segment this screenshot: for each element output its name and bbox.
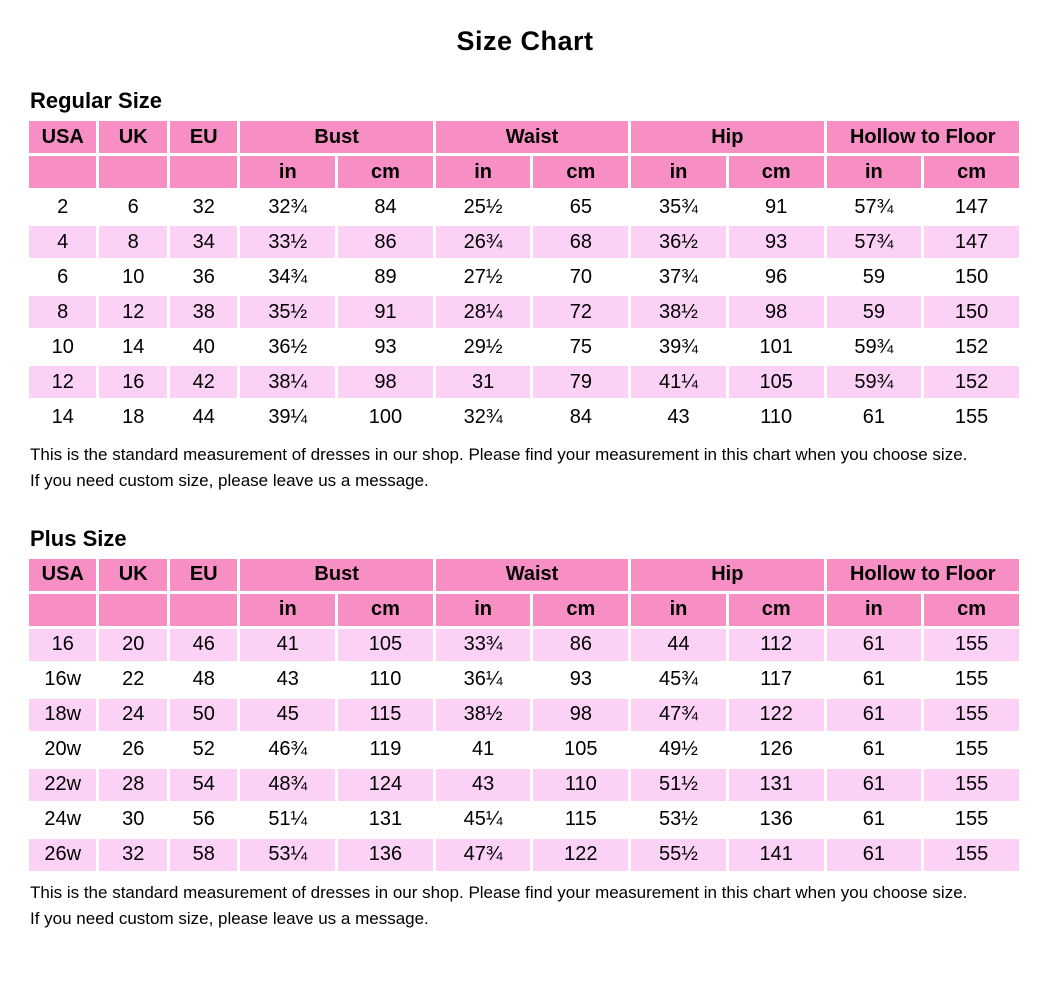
unit-header-bust-cm: cm — [338, 156, 433, 188]
table-cell: 93 — [729, 226, 824, 258]
table-cell: 61 — [827, 401, 922, 433]
table-cell: 61 — [827, 664, 922, 696]
table-cell: 110 — [533, 769, 628, 801]
table-cell: 41 — [436, 734, 531, 766]
unit-header-bust-cm: cm — [338, 594, 433, 626]
table-cell: 36½ — [631, 226, 726, 258]
table-cell: 58 — [170, 839, 237, 871]
unit-header-blank — [170, 594, 237, 626]
table-cell: 155 — [924, 664, 1019, 696]
note-line: This is the standard measurement of dresses in our shop. Please find your measurement in this chart when you choose size. — [30, 882, 968, 902]
table-cell: 16 — [99, 366, 166, 398]
table-cell: 93 — [338, 331, 433, 363]
table-cell: 22 — [99, 664, 166, 696]
unit-header-blank — [29, 594, 96, 626]
table-cell: 155 — [924, 699, 1019, 731]
table-cell: 35½ — [240, 296, 335, 328]
table-row — [29, 839, 1019, 871]
unit-header-htf-cm: cm — [924, 156, 1019, 188]
table-cell: 117 — [729, 664, 824, 696]
table-cell: 61 — [827, 804, 922, 836]
table-cell: 30 — [99, 804, 166, 836]
table-cell: 36 — [170, 261, 237, 293]
table-cell: 43 — [631, 401, 726, 433]
group-header-row — [29, 121, 1019, 153]
table-cell: 31 — [436, 366, 531, 398]
table-cell: 91 — [338, 296, 433, 328]
table-cell: 55½ — [631, 839, 726, 871]
table-cell: 93 — [533, 664, 628, 696]
table-cell: 14 — [29, 401, 96, 433]
table-cell: 59¾ — [827, 366, 922, 398]
col-header-hip: Hip — [631, 121, 823, 153]
table-cell: 51¼ — [240, 804, 335, 836]
table-cell: 100 — [338, 401, 433, 433]
table-cell: 79 — [533, 366, 628, 398]
unit-header-waist-in: in — [436, 156, 531, 188]
table-cell: 115 — [338, 699, 433, 731]
page-title: Size Chart — [456, 26, 594, 56]
table-cell: 32¾ — [240, 191, 335, 223]
table-cell: 20w — [29, 734, 96, 766]
table-cell: 2 — [29, 191, 96, 223]
table-cell: 122 — [533, 839, 628, 871]
unit-header-row — [29, 594, 1019, 626]
unit-header-blank — [29, 156, 96, 188]
table-row — [29, 331, 1019, 363]
table-cell: 16 — [29, 629, 96, 661]
unit-header-blank — [99, 594, 166, 626]
table-cell: 101 — [729, 331, 824, 363]
table-cell: 38¼ — [240, 366, 335, 398]
table-cell: 43 — [240, 664, 335, 696]
col-header-uk: UK — [99, 121, 166, 153]
table-row — [29, 296, 1019, 328]
table-cell: 36½ — [240, 331, 335, 363]
plus-size-table — [26, 556, 1022, 874]
table-cell: 61 — [827, 629, 922, 661]
note-line: If you need custom size, please leave us a message. — [30, 471, 429, 491]
unit-header-blank — [170, 156, 237, 188]
table-cell: 12 — [99, 296, 166, 328]
table-cell: 24 — [99, 699, 166, 731]
table-cell: 136 — [338, 839, 433, 871]
table-cell: 86 — [338, 226, 433, 258]
table-cell: 29½ — [436, 331, 531, 363]
table-cell: 36¼ — [436, 664, 531, 696]
table-cell: 61 — [827, 734, 922, 766]
table-cell: 50 — [170, 699, 237, 731]
table-cell: 26¾ — [436, 226, 531, 258]
col-header-bust: Bust — [240, 121, 432, 153]
table-cell: 43 — [436, 769, 531, 801]
table-cell: 46 — [170, 629, 237, 661]
table-row — [29, 699, 1019, 731]
unit-header-waist-cm: cm — [533, 156, 628, 188]
table-cell: 126 — [729, 734, 824, 766]
table-cell: 110 — [729, 401, 824, 433]
col-header-eu: EU — [170, 121, 237, 153]
table-cell: 38 — [170, 296, 237, 328]
table-cell: 34¾ — [240, 261, 335, 293]
regular-size-table-body — [29, 191, 1019, 433]
table-cell: 38½ — [631, 296, 726, 328]
table-row — [29, 769, 1019, 801]
unit-header-waist-in: in — [436, 594, 531, 626]
table-cell: 28 — [99, 769, 166, 801]
table-cell: 10 — [29, 331, 96, 363]
table-cell: 112 — [729, 629, 824, 661]
plus-size-note — [30, 880, 1050, 933]
table-cell: 98 — [533, 699, 628, 731]
table-cell: 65 — [533, 191, 628, 223]
col-header-hip: Hip — [631, 559, 823, 591]
unit-header-htf-in: in — [827, 594, 922, 626]
col-header-bust: Bust — [240, 559, 432, 591]
unit-header-hip-cm: cm — [729, 594, 824, 626]
col-header-waist: Waist — [436, 121, 628, 153]
col-header-usa: USA — [29, 121, 96, 153]
table-cell: 28¼ — [436, 296, 531, 328]
table-cell: 56 — [170, 804, 237, 836]
table-cell: 59 — [827, 296, 922, 328]
table-cell: 33½ — [240, 226, 335, 258]
table-cell: 39¼ — [240, 401, 335, 433]
table-cell: 45 — [240, 699, 335, 731]
col-header-hollow-to-floor: Hollow to Floor — [827, 559, 1019, 591]
table-cell: 48¾ — [240, 769, 335, 801]
table-cell: 45¾ — [631, 664, 726, 696]
table-cell: 45¼ — [436, 804, 531, 836]
table-cell: 35¾ — [631, 191, 726, 223]
table-row — [29, 629, 1019, 661]
table-row — [29, 261, 1019, 293]
table-cell: 8 — [99, 226, 166, 258]
col-header-waist: Waist — [436, 559, 628, 591]
table-cell: 152 — [924, 331, 1019, 363]
group-header-row — [29, 559, 1019, 591]
table-cell: 54 — [170, 769, 237, 801]
table-cell: 84 — [338, 191, 433, 223]
table-cell: 47¾ — [436, 839, 531, 871]
table-row — [29, 191, 1019, 223]
table-cell: 98 — [338, 366, 433, 398]
table-cell: 22w — [29, 769, 96, 801]
table-cell: 86 — [533, 629, 628, 661]
unit-header-hip-in: in — [631, 594, 726, 626]
note-line: This is the standard measurement of dresses in our shop. Please find your measurement in this chart when you choose size. — [30, 445, 968, 464]
table-cell: 150 — [924, 296, 1019, 328]
table-cell: 53½ — [631, 804, 726, 836]
table-row — [29, 804, 1019, 836]
table-cell: 57¾ — [827, 191, 922, 223]
unit-header-hip-cm: cm — [729, 156, 824, 188]
table-cell: 18w — [29, 699, 96, 731]
table-cell: 25½ — [436, 191, 531, 223]
table-cell: 136 — [729, 804, 824, 836]
table-cell: 20 — [99, 629, 166, 661]
col-header-uk: UK — [99, 559, 166, 591]
unit-header-bust-in: in — [240, 156, 335, 188]
table-cell: 39¾ — [631, 331, 726, 363]
table-cell: 155 — [924, 769, 1019, 801]
table-row — [29, 664, 1019, 696]
table-cell: 75 — [533, 331, 628, 363]
table-cell: 26w — [29, 839, 96, 871]
table-cell: 150 — [924, 261, 1019, 293]
table-cell: 152 — [924, 366, 1019, 398]
plus-size-heading: Plus Size — [30, 525, 127, 551]
table-cell: 119 — [338, 734, 433, 766]
table-cell: 47¾ — [631, 699, 726, 731]
table-cell: 155 — [924, 734, 1019, 766]
regular-size-note — [30, 442, 1050, 495]
table-cell: 37¾ — [631, 261, 726, 293]
table-cell: 18 — [99, 401, 166, 433]
table-cell: 10 — [99, 261, 166, 293]
table-cell: 6 — [29, 261, 96, 293]
table-cell: 155 — [924, 804, 1019, 836]
table-cell: 49½ — [631, 734, 726, 766]
table-cell: 57¾ — [827, 226, 922, 258]
regular-size-heading: Regular Size — [30, 88, 163, 113]
table-cell: 91 — [729, 191, 824, 223]
table-cell: 41 — [240, 629, 335, 661]
plus-size-section — [0, 526, 1050, 933]
table-cell: 110 — [338, 664, 433, 696]
table-cell: 147 — [924, 191, 1019, 223]
table-cell: 48 — [170, 664, 237, 696]
table-cell: 84 — [533, 401, 628, 433]
table-cell: 32 — [170, 191, 237, 223]
table-cell: 131 — [338, 804, 433, 836]
table-cell: 89 — [338, 261, 433, 293]
note-line: If you need custom size, please leave us a message. — [30, 909, 429, 929]
table-cell: 34 — [170, 226, 237, 258]
unit-header-waist-cm: cm — [533, 594, 628, 626]
table-cell: 40 — [170, 331, 237, 363]
table-cell: 4 — [29, 226, 96, 258]
table-cell: 155 — [924, 839, 1019, 871]
col-header-hollow-to-floor: Hollow to Floor — [827, 121, 1019, 153]
table-cell: 41¼ — [631, 366, 726, 398]
plus-size-table-body — [29, 629, 1019, 871]
table-cell: 68 — [533, 226, 628, 258]
unit-header-bust-in: in — [240, 594, 335, 626]
table-cell: 96 — [729, 261, 824, 293]
table-cell: 105 — [533, 734, 628, 766]
table-cell: 61 — [827, 769, 922, 801]
col-header-eu: EU — [170, 559, 237, 591]
table-cell: 141 — [729, 839, 824, 871]
table-row — [29, 401, 1019, 433]
table-cell: 12 — [29, 366, 96, 398]
table-cell: 59¾ — [827, 331, 922, 363]
table-row — [29, 734, 1019, 766]
table-cell: 53¼ — [240, 839, 335, 871]
table-cell: 26 — [99, 734, 166, 766]
regular-size-table — [26, 118, 1022, 436]
table-cell: 8 — [29, 296, 96, 328]
table-cell: 16w — [29, 664, 96, 696]
unit-header-blank — [99, 156, 166, 188]
table-cell: 52 — [170, 734, 237, 766]
unit-header-hip-in: in — [631, 156, 726, 188]
table-cell: 155 — [924, 629, 1019, 661]
table-cell: 38½ — [436, 699, 531, 731]
unit-header-htf-in: in — [827, 156, 922, 188]
table-cell: 27½ — [436, 261, 531, 293]
table-cell: 44 — [170, 401, 237, 433]
table-cell: 105 — [338, 629, 433, 661]
table-cell: 59 — [827, 261, 922, 293]
table-cell: 42 — [170, 366, 237, 398]
table-row — [29, 226, 1019, 258]
table-cell: 61 — [827, 839, 922, 871]
table-cell: 61 — [827, 699, 922, 731]
table-cell: 72 — [533, 296, 628, 328]
table-cell: 115 — [533, 804, 628, 836]
col-header-usa: USA — [29, 559, 96, 591]
table-cell: 33¾ — [436, 629, 531, 661]
table-cell: 46¾ — [240, 734, 335, 766]
table-cell: 147 — [924, 226, 1019, 258]
table-cell: 44 — [631, 629, 726, 661]
table-cell: 155 — [924, 401, 1019, 433]
table-cell: 32¾ — [436, 401, 531, 433]
table-cell: 14 — [99, 331, 166, 363]
table-cell: 131 — [729, 769, 824, 801]
unit-header-htf-cm: cm — [924, 594, 1019, 626]
table-cell: 70 — [533, 261, 628, 293]
table-cell: 32 — [99, 839, 166, 871]
table-cell: 122 — [729, 699, 824, 731]
table-cell: 24w — [29, 804, 96, 836]
table-cell: 105 — [729, 366, 824, 398]
table-cell: 98 — [729, 296, 824, 328]
table-cell: 6 — [99, 191, 166, 223]
regular-size-section — [0, 88, 1050, 495]
table-row — [29, 366, 1019, 398]
table-cell: 124 — [338, 769, 433, 801]
table-cell: 51½ — [631, 769, 726, 801]
unit-header-row — [29, 156, 1019, 188]
